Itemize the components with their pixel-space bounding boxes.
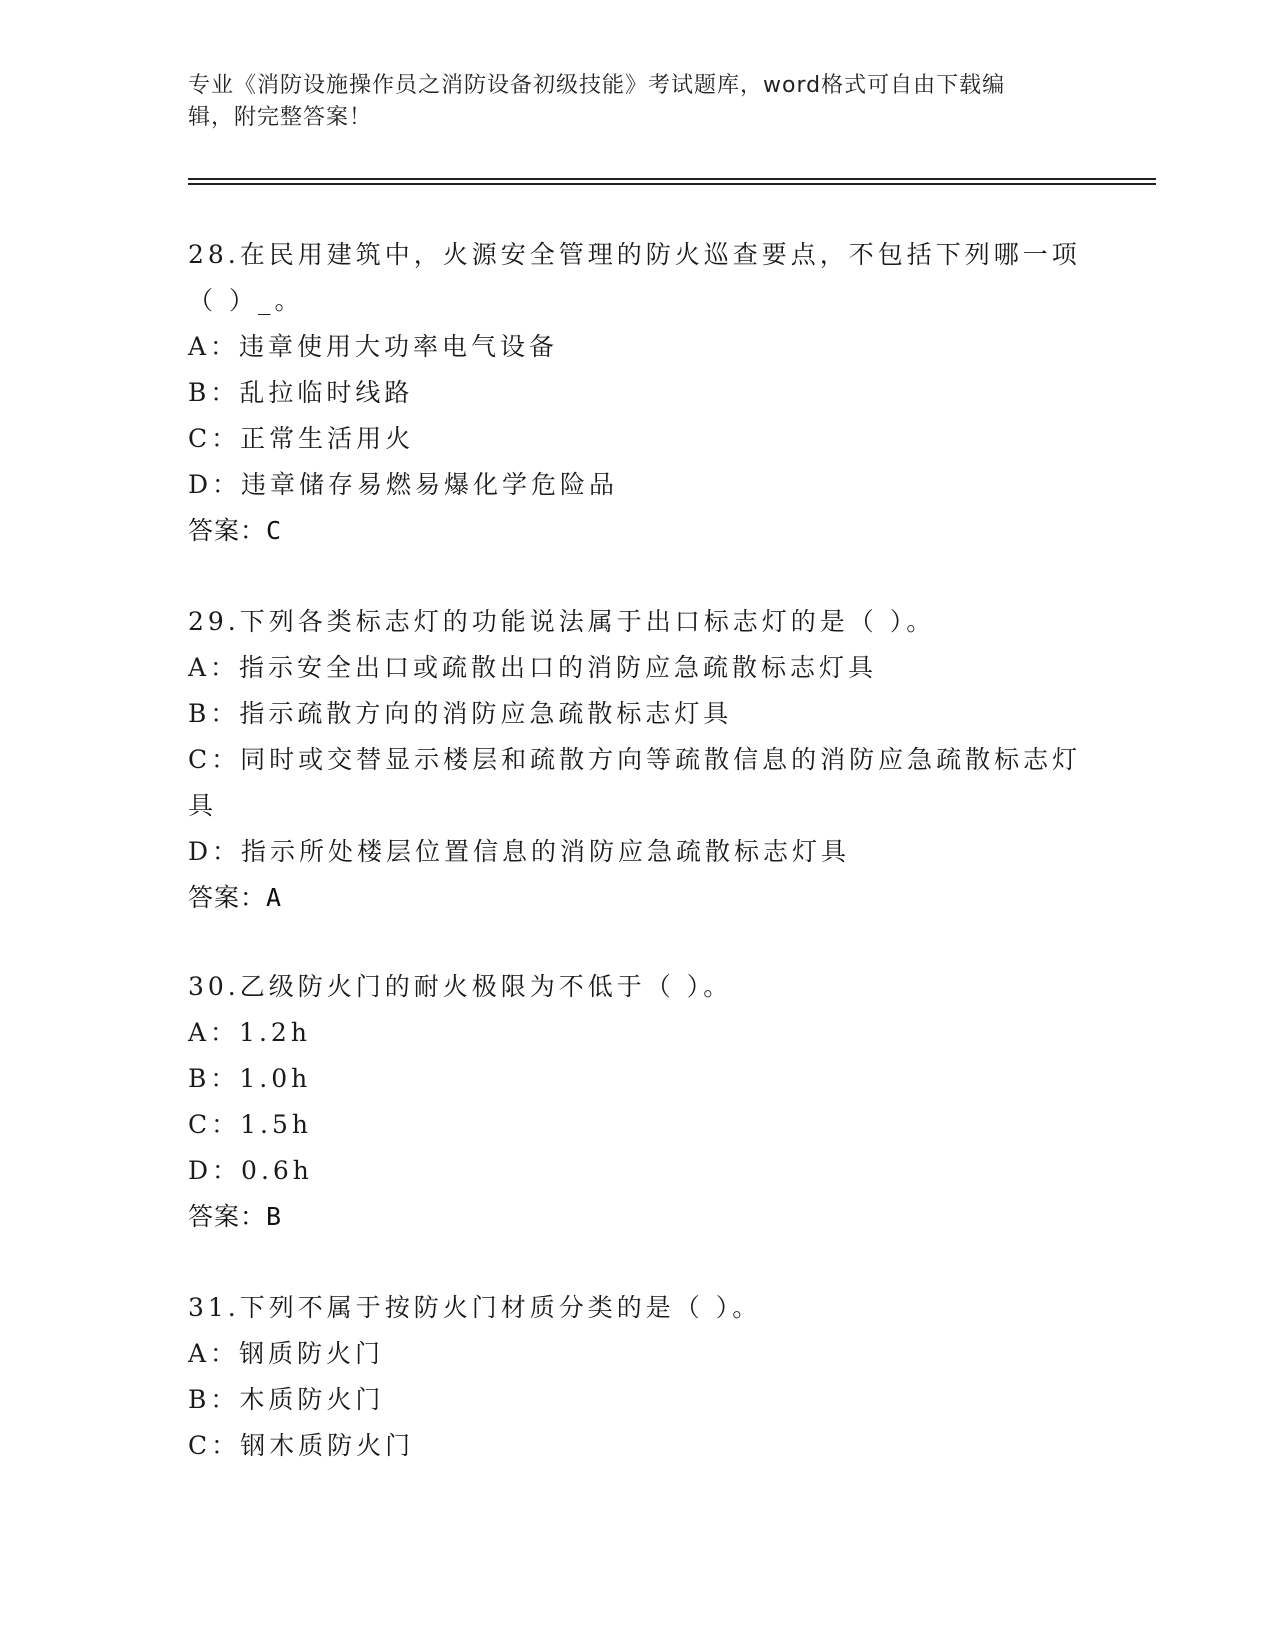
answer [188, 875, 1088, 921]
option-a: A：指示安全出口或疏散出口的消防应急疏散标志灯具 [188, 653, 878, 682]
header-line-2: 辑，附完整答案！ [188, 105, 373, 130]
option-b: B：指示疏散方向的消防应急疏散标志灯具 [188, 699, 733, 728]
answer-value: B [266, 1202, 283, 1231]
answer [188, 1194, 1088, 1240]
option-b: B：乱拉临时线路 [188, 378, 414, 407]
header-line-1: 专业《消防设施操作员之消防设备初级技能》考试题库，word格式可自由下载编 [188, 73, 1006, 98]
option-b: B：木质防火门 [188, 1385, 385, 1414]
document-header [188, 70, 1078, 134]
question-29 [188, 599, 1088, 921]
question-stem: 29.下列各类标志灯的功能说法属于出口标志灯的是（ ）。 [188, 607, 936, 636]
option-d: D：指示所处楼层位置信息的消防应急疏散标志灯具 [188, 837, 851, 866]
option-a: A：1.2h [188, 1018, 311, 1047]
answer-label: 答案： [188, 1202, 267, 1231]
option-c: C：钢木质防火门 [188, 1431, 415, 1460]
answer-label: 答案： [188, 883, 267, 912]
question-stem: 31.下列不属于按防火门材质分类的是（ ）。 [188, 1293, 762, 1322]
answer-label: 答案： [188, 516, 267, 545]
option-d: D：违章储存易燃易爆化学危险品 [188, 470, 619, 499]
answer-value: C [266, 516, 283, 545]
question-28 [188, 232, 1088, 554]
question-stem: 28.在民用建筑中，火源安全管理的防火巡查要点，不包括下列哪一项 [188, 240, 1081, 269]
question-stem: 30.乙级防火门的耐火极限为不低于（ ）。 [188, 972, 733, 1001]
header-divider-top [188, 178, 1156, 180]
question-stem-continued: （ ）_。 [188, 286, 304, 315]
answer [188, 508, 1088, 554]
question-30 [188, 964, 1088, 1240]
answer-value: A [266, 883, 283, 912]
option-c: C：正常生活用火 [188, 424, 415, 453]
option-d: D：0.6h [188, 1156, 313, 1185]
option-a: A：违章使用大功率电气设备 [188, 332, 559, 361]
header-divider-bottom [188, 183, 1156, 185]
option-a: A：钢质防火门 [188, 1339, 385, 1368]
option-c: C：1.5h [188, 1110, 312, 1139]
option-c: C：同时或交替显示楼层和疏散方向等疏散信息的消防应急疏散标志灯 [188, 745, 1082, 774]
question-31 [188, 1285, 1088, 1469]
option-b: B：1.0h [188, 1064, 312, 1093]
option-c-continued: 具 [188, 791, 218, 820]
